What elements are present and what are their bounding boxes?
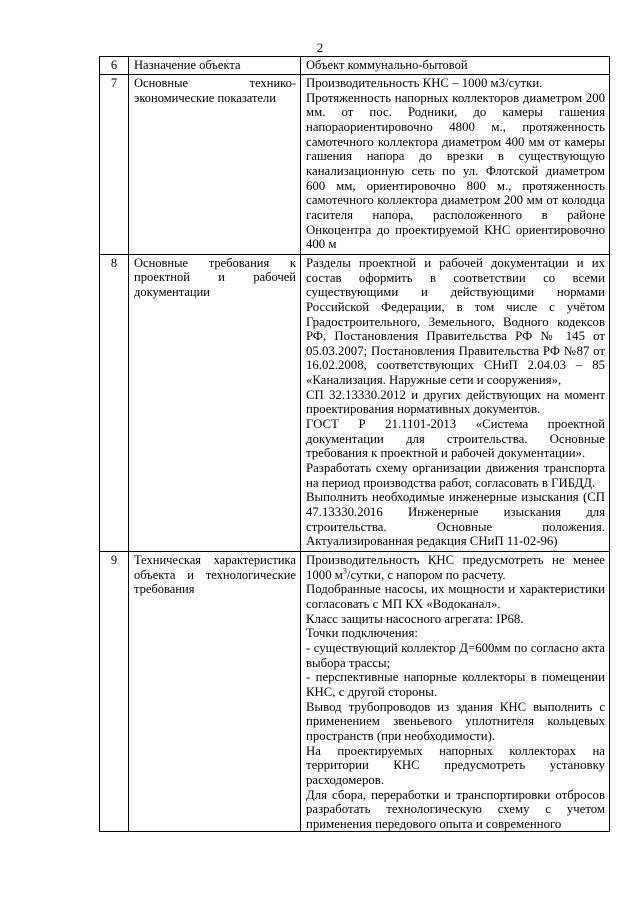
paragraph: Производительность КНС – 1000 м3/сутки. [306,76,543,90]
row-name: Основные требования к проектной и рабочей документации [129,254,301,551]
row-description [301,552,610,832]
table-row [100,254,610,551]
table-row [100,552,610,832]
row-name: Основные технико-экономические показатели [129,75,301,255]
row-description [301,75,610,255]
row-number: 8 [100,254,129,551]
page-number: 2 [316,40,324,55]
row-name: Техническая характеристика объекта и технологические требования [129,552,301,832]
paragraph: Выполнить необходимые инженерные изыскания (СП 47.13330.2016 Инженерные изыскания для строительства. Основные положения. Актуализированная редакция СНиП 11-02-96) [306,490,605,549]
object-purpose-value: Объект коммунально-бытовой [301,57,610,75]
table-row [100,75,610,255]
paragraph: Вывод трубопроводов из здания КНС выполнить с применением звеньевого уплотнителя кольцевых пространств (при необходимости). [306,699,605,743]
paragraph: Производительность КНС предусмотреть не менее 1000 $м^3$/сутки, с напором по расчету. [306,553,605,582]
row-number: 9 [100,552,129,832]
paragraph: Протяженность напорных коллекторов диаметром 200 мм. от пос. Родники, до камеры гашения напораориентировочно 4800 м., протяженность самотечного коллектора диаметром 400 мм от камеры гашения напора до врезки в существующую канализационную сеть по ул. Флотской диаметром 600 мм, ориентировочно 800 м., протяженность самотечного коллектора диаметром 200 мм от колодца гасителя напора, расположенного в районе Онкоцентра до проектируемой КНС ориентировочно 400 м [306,90,605,252]
paragraph: Разделы проектной и рабочей документации и их состав оформить в соответствии со всеми существующими и действующими нормами Российской Федерации, в том числе с учётом Градостроительного, Земельного, Водного кодексов РФ, Постановления Правительства РФ № 145 от 05.03.2007; Постановления Правительства РФ №87 от 16.02.2008, соответствующих СНиП 2.04.03 – 85 «Канализация. Наружные сети и сооружения», [306,255,605,388]
row-number: 6 [100,57,129,75]
paragraph: Разработать схему организации движения транспорта на период производства работ, согласовать в ГИБДД. [306,461,605,490]
paragraph: На проектируемых напорных коллекторах на территории КНС предусмотреть установку расходомеров. [306,743,605,787]
paragraph: Для сбора, переработки и транспортировки отбросов разработать технологическую схему с учетом применения передового опыта и современного [306,787,605,831]
row-description [301,254,610,551]
paragraph: - существующий коллектор Д=600мм по согласно акта выбора трассы; [306,640,605,670]
paragraph: ГОСТ Р 21.1101-2013 «Система проектной документации для строительства. Основные требования к проектной и рабочей документации». [306,417,605,461]
paragraph: Класс защиты насосного агрегата: IP68. [306,611,524,626]
object-purpose-label: Назначение объекта [129,57,301,75]
paragraph: Подобранные насосы, их мощности и характеристики согласовать с МП КХ «Водоканал». [306,582,605,611]
row-number: 7 [100,75,129,255]
requirements-table [99,56,610,832]
paragraph: СП 32.13330.2012 и других действующих на момент проектирования нормативных документов. [306,387,605,417]
paragraph: Точки подключения: [306,626,418,641]
table-row [100,57,610,75]
paragraph: - перспективные напорные коллекторы в помещении КНС, с другой стороны. [306,670,605,699]
